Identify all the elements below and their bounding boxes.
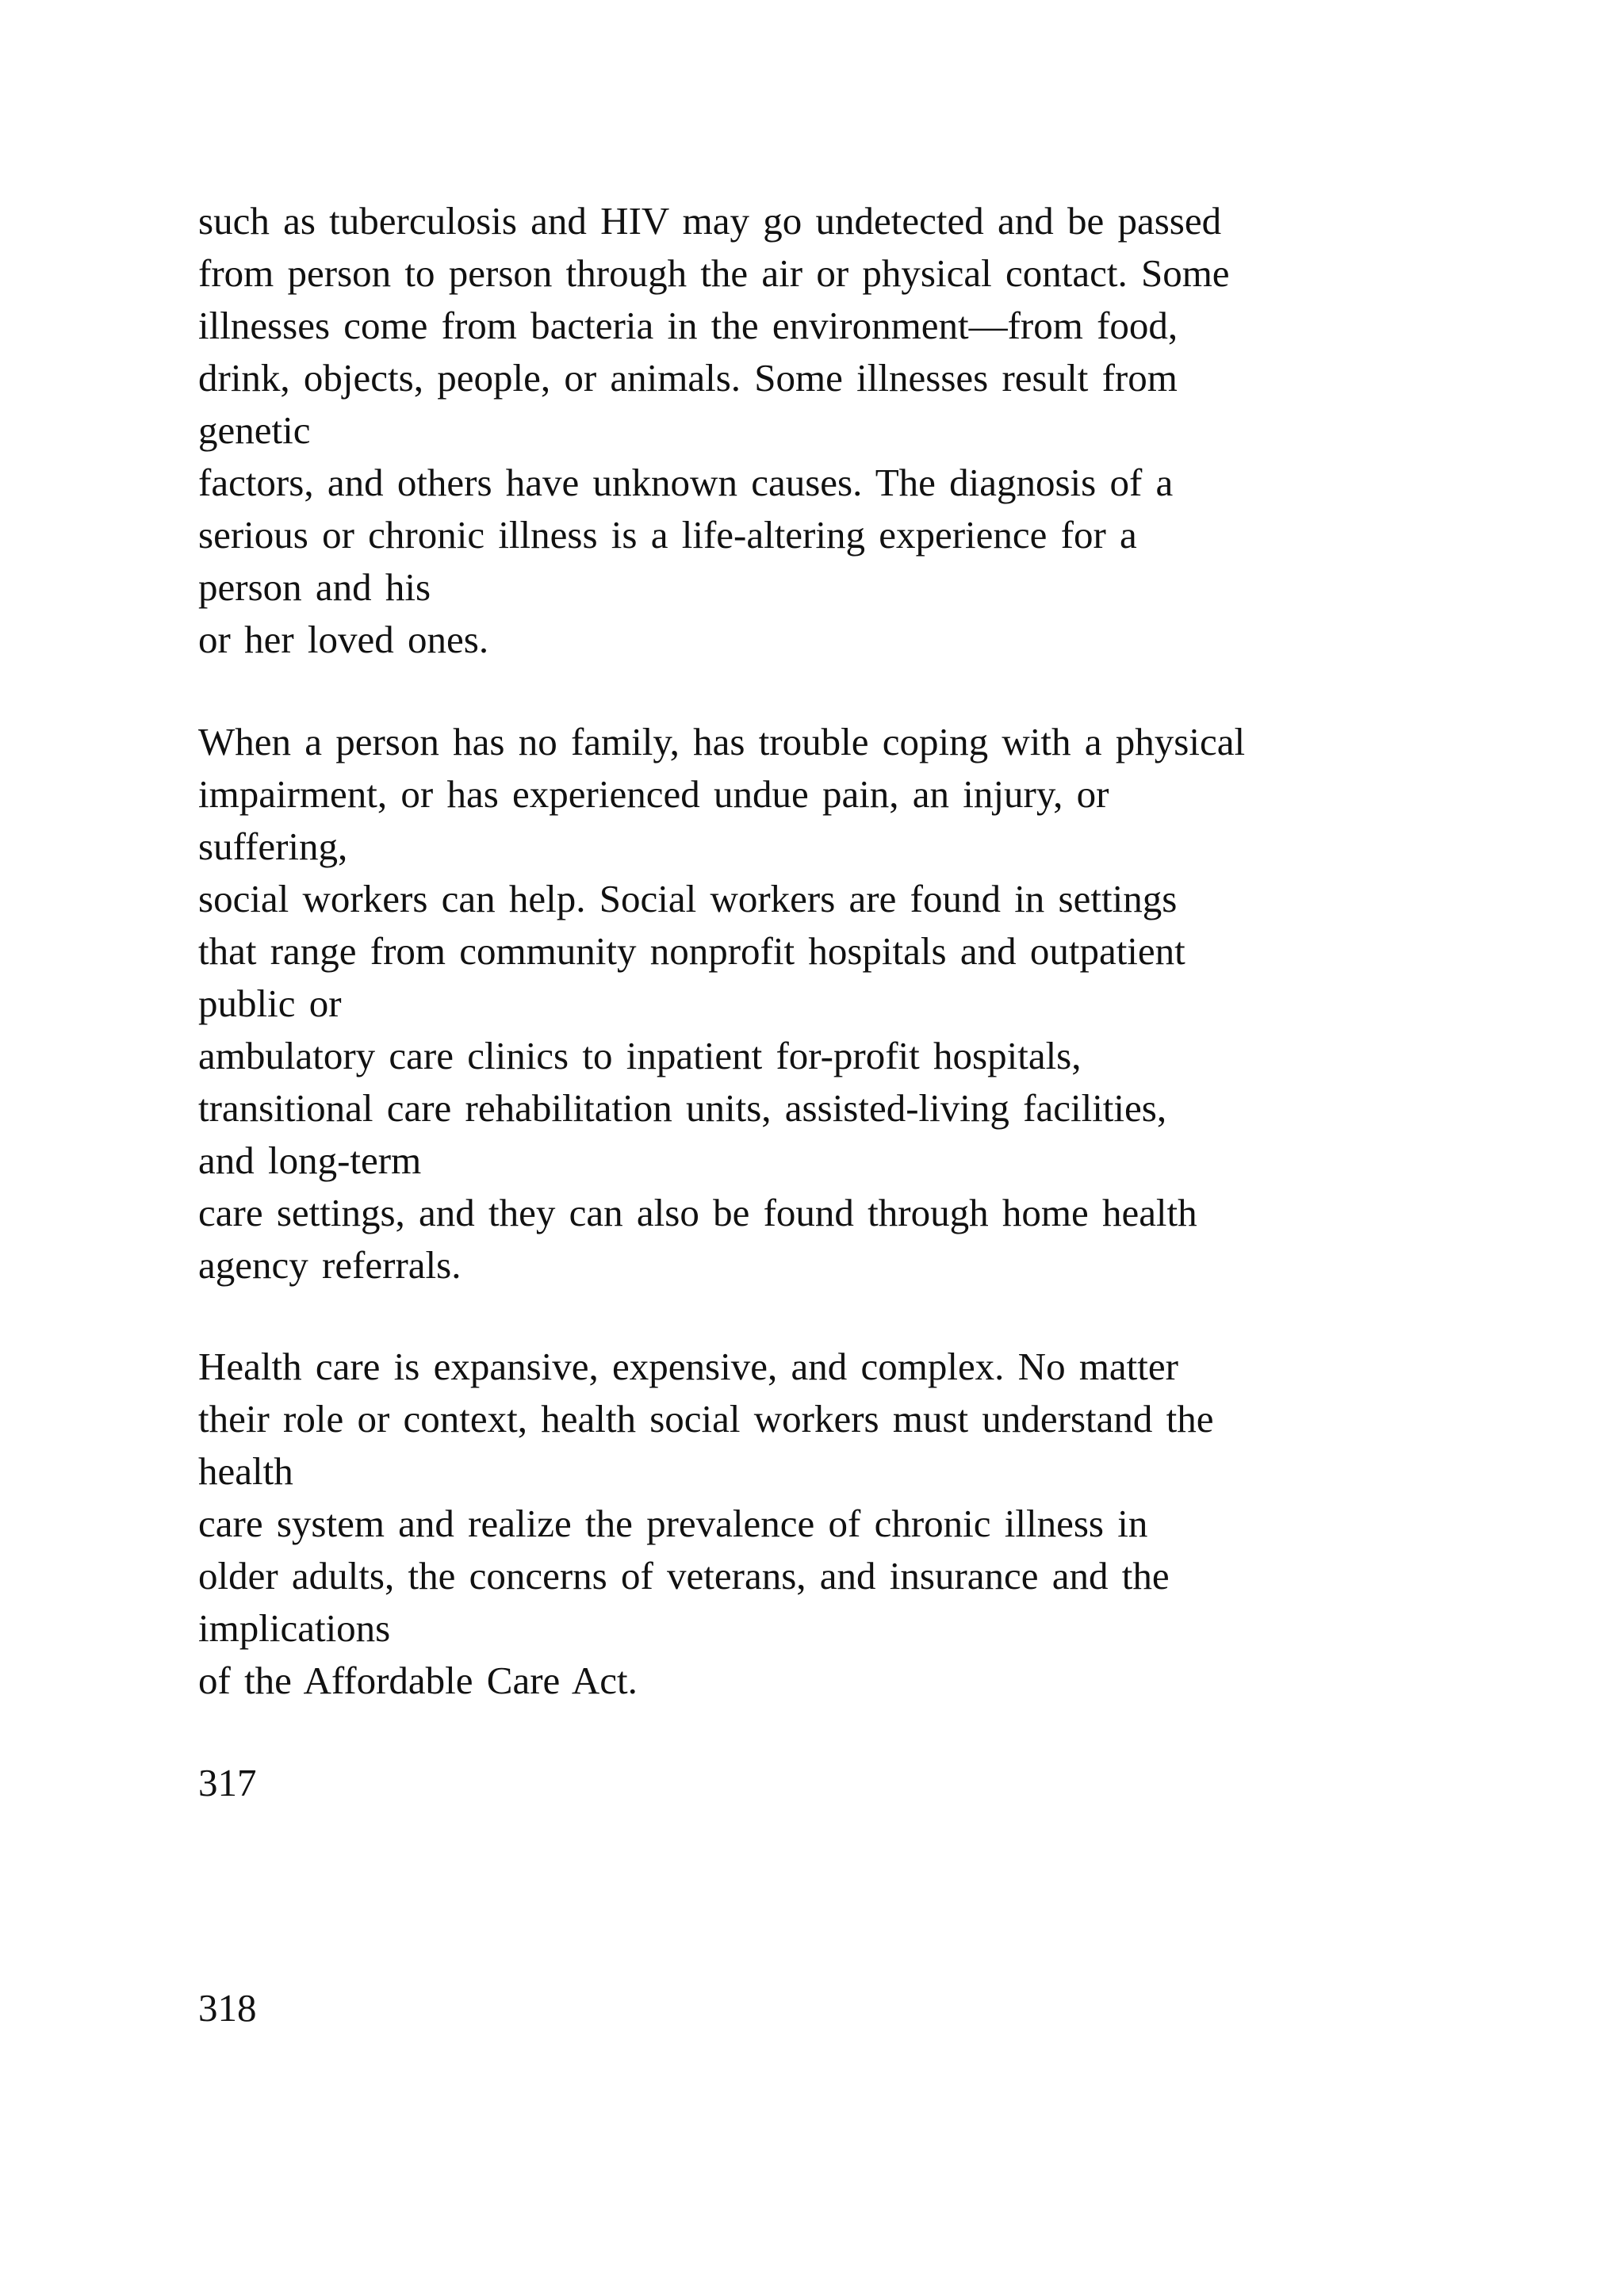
text-line: care system and realize the prevalence of chronic illness in <box>198 1502 1148 1545</box>
text-line: such as tuberculosis and HIV may go undetected and be passed <box>198 199 1222 243</box>
text-line: person and his <box>198 565 431 609</box>
page-number <box>198 1757 1546 1809</box>
text-line: serious or chronic illness is a life-altering experience for a <box>198 513 1137 557</box>
text-line: social workers can help. Social workers are found in settings <box>198 877 1178 920</box>
page-number-text: 318 <box>198 1986 257 2030</box>
text-line: suffering, <box>198 825 348 868</box>
paragraph-social-workers <box>198 716 1546 1292</box>
text-line: care settings, and they can also be found through home health <box>198 1191 1197 1234</box>
text-line: of the Affordable Care Act. <box>198 1659 638 1702</box>
text-line: from person to person through the air or physical contact. Some <box>198 251 1230 295</box>
text-line: Health care is expansive, expensive, and complex. No matter <box>198 1345 1178 1388</box>
text-line: that range from community nonprofit hospitals and outpatient <box>198 929 1185 973</box>
text-line: and long-term <box>198 1138 422 1182</box>
text-line: health <box>198 1449 293 1493</box>
text-line: genetic <box>198 408 311 452</box>
text-line: implications <box>198 1606 391 1650</box>
text-line: ambulatory care clinics to inpatient for-profit hospitals, <box>198 1034 1082 1077</box>
text-line: older adults, the concerns of veterans, and insurance and the <box>198 1554 1170 1598</box>
paragraph-health-care-system <box>198 1341 1546 1707</box>
text-line: agency referrals. <box>198 1243 462 1287</box>
text-line: When a person has no family, has trouble coping with a physical <box>198 720 1246 763</box>
text-line: their role or context, health social workers must understand the <box>198 1397 1214 1441</box>
text-line: transitional care rehabilitation units, assisted-living facilities, <box>198 1086 1167 1130</box>
paragraph-illness-causes <box>198 195 1546 666</box>
text-line: or her loved ones. <box>198 618 489 661</box>
text-line: impairment, or has experienced undue pain, an injury, or <box>198 772 1109 816</box>
text-line: factors, and others have unknown causes. The diagnosis of a <box>198 461 1174 504</box>
text-line: illnesses come from bacteria in the environment—from food, <box>198 304 1178 347</box>
page-number-text: 317 <box>198 1761 257 1804</box>
page-number <box>198 1982 1546 2034</box>
text-line: public or <box>198 982 342 1025</box>
text-line: drink, objects, people, or animals. Some illnesses result from <box>198 356 1178 400</box>
